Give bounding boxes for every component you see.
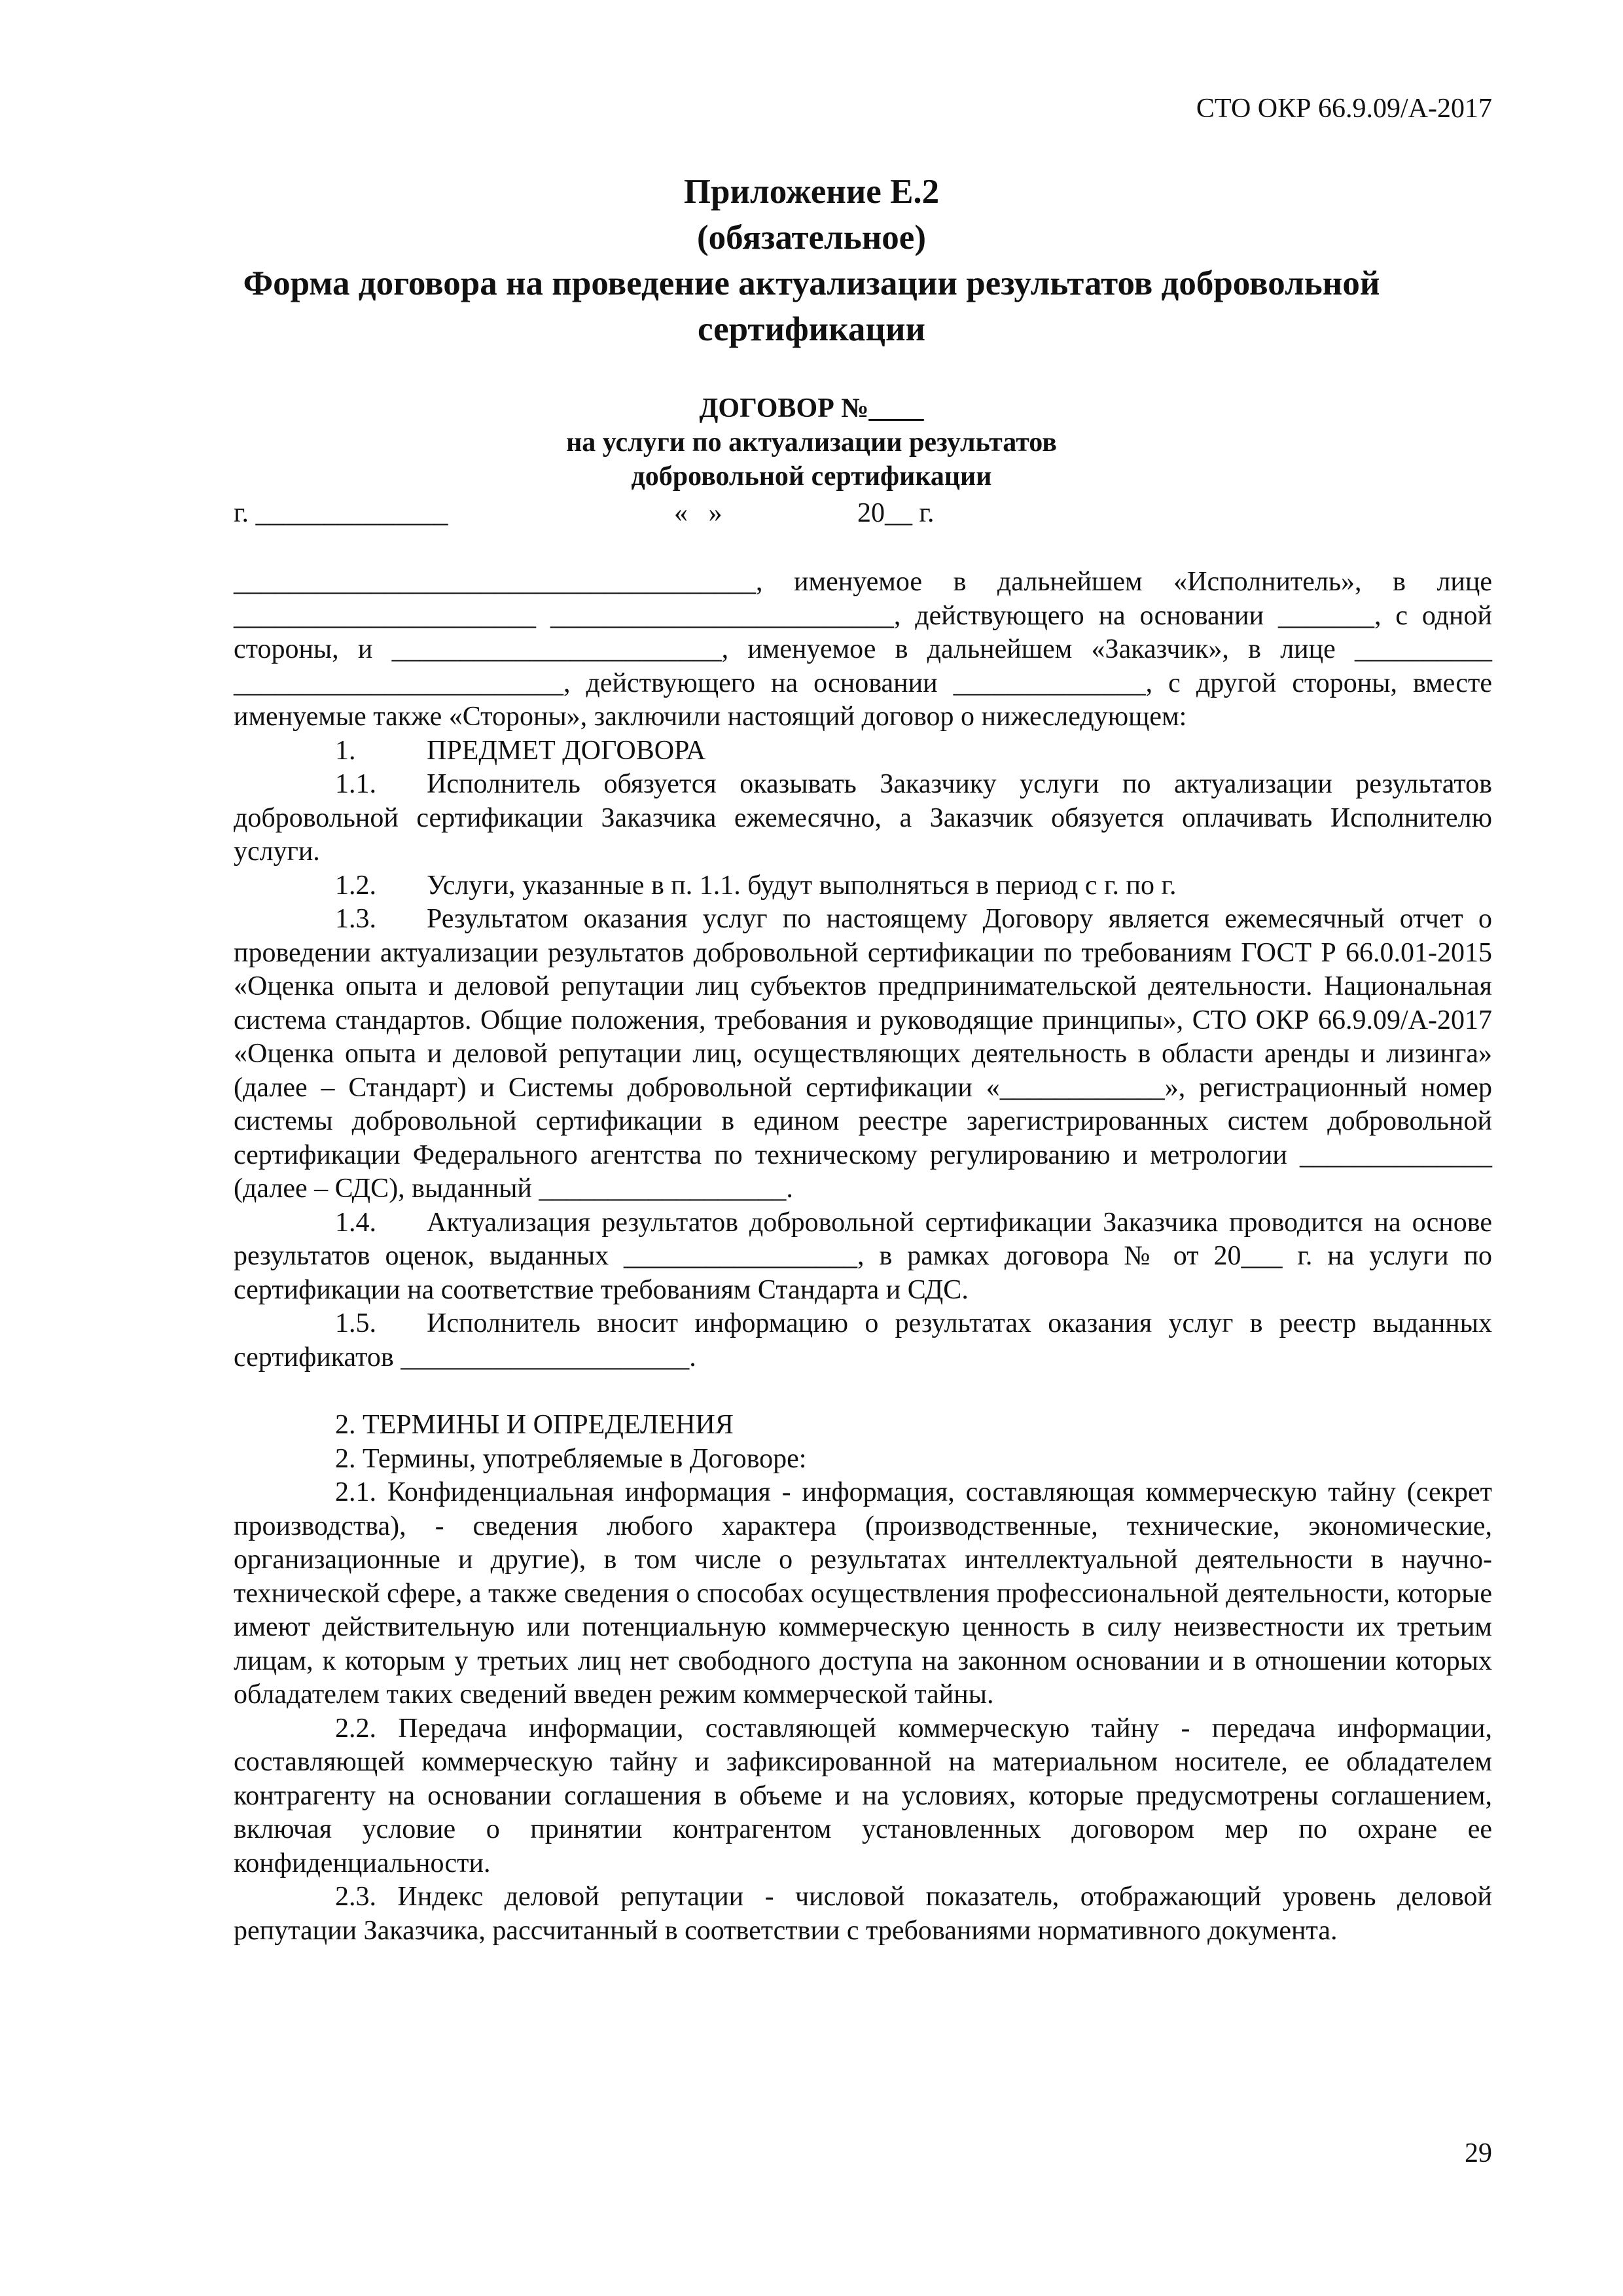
contract-date-year: 20__ г.: [857, 498, 935, 528]
spacer: [234, 1374, 1492, 1408]
page-number: 29: [1465, 2138, 1492, 2168]
appendix-title: Приложение Е.2: [683, 173, 940, 211]
form-title-cont: сертификации: [697, 310, 926, 348]
contract-number: ДОГОВОР №____: [699, 393, 924, 423]
contract-heading: [131, 391, 1492, 493]
clause-2-1: 2.1. Конфиденциальная информация - информация, составляющая коммерческую тайну (секрет производства), - сведения любого характера (производственные, технические, экономические, организационные и другие), в том числе о результатах интеллектуальной деятельности в научно-технической сфере, а также сведения о способах осуществления профессиональной деятельности, которые имеют действительную или потенциальную коммерческую ценность в силу неизвестности их третьим лицам, к которым у третьих лиц нет свободного доступа на законном основании и в отношении которых обладателем таких сведений введен режим коммерческой тайны.: [234, 1477, 1492, 1710]
section-2-heading: 2. ТЕРМИНЫ И ОПРЕДЕЛЕНИЯ: [335, 1410, 734, 1440]
clause-text: Результатом оказания услуг по настоящему Договору является ежемесячный отчет о проведении актуализации результатов добровольной сертификации по требованиям ГОСТ Р 66.0.01-2015 «Оценка опыта и деловой репутации лиц субъектов предпринимательской деятельности. Национальная система стандартов. Общие положения, требования и руководящие принципы», СТО ОКР 66.9.09/А-2017 «Оценка опыта и деловой репутации лиц, осуществляющих деятельность в области аренды и лизинга» (далее – Стандарт) и Системы добровольной сертификации «____________», регистрационный номер системы добровольной сертификации в едином реестре зарегистрированных систем добровольной сертификации Федерального агентства по техническому регулированию и метрологии ______________ (далее – СДС), выданный __________________.: [234, 904, 1492, 1204]
clause-number: 1.2.: [335, 870, 376, 901]
clause-2: 2. Термины, употребляемые в Договоре:: [335, 1443, 807, 1474]
contract-subtitle-1: на услуги по актуализации результатов: [566, 427, 1057, 457]
clause-1-4: [234, 1206, 1492, 1308]
contract-subtitle-2: добровольной сертификации: [631, 461, 992, 492]
form-title: Форма договора на проведение актуализации результатов добровольной: [243, 264, 1380, 302]
clause-text: Исполнитель обязуется оказывать Заказчику услуги по актуализации результатов добровольной сертификации Заказчика ежемесячно, а Заказчик обязуется оплачивать Исполнителю услуги.: [234, 769, 1492, 867]
clause-2-2: 2.2. Передача информации, составляющей коммерческую тайну - передача информации, составляющей коммерческую тайну и зафиксированной на материальном носителе, ее обладателем контрагенту на основании соглашения в объеме и на условиях, которые предусмотрены соглашением, включая условие о принятии контрагентом установленных договором мер по охране ее конфиденциальности.: [234, 1713, 1492, 1878]
clause-number: 1.5.: [335, 1308, 376, 1338]
contract-date-day: « »: [674, 498, 722, 528]
clause-1-5: [234, 1307, 1492, 1374]
appendix-status: (обязательное): [697, 219, 926, 257]
section-1-heading: [234, 734, 1492, 768]
clause-1-1: [234, 768, 1492, 869]
clause-1-2: [234, 869, 1492, 903]
contract-city: г. ______________: [234, 498, 448, 528]
document-code: СТО ОКР 66.9.09/А-2017: [1196, 94, 1492, 124]
clause-text: Актуализация результатов добровольной сертификации Заказчика проводится на основе результатов оценок, выданных _________________, в рамках договора № от 20___ г. на услуги по сертификации на соответствие требованиям Стандарта и СДС.: [234, 1207, 1492, 1305]
clause-1-3: [234, 903, 1492, 1206]
appendix-heading: [131, 169, 1492, 352]
section-title: ПРЕДМЕТ ДОГОВОРА: [427, 735, 706, 766]
clause-number: 1.4.: [335, 1207, 376, 1238]
parties-paragraph: ______________________________________, именуемое в дальнейшем «Исполнитель», в лице ______________________ _________________________, действующего на основании _______, с одной стороны, и ________________________, именуемое в дальнейшем «Заказчик», в лице __________ ________________________, действующего на основании ______________, с другой стороны, вместе именуемые также «Стороны», заключили настоящий договор о нижеследующем:: [234, 567, 1492, 732]
clause-2-3: 2.3. Индекс деловой репутации - числовой показатель, отображающий уровень деловой репутации Заказчика, рассчитанный в соответствии с требованиями нормативного документа.: [234, 1882, 1492, 1946]
clause-number: 1.1.: [335, 769, 376, 799]
clause-text: Услуги, указанные в п. 1.1. будут выполняться в период с г. по г.: [427, 870, 1177, 901]
clause-number: 1.3.: [335, 904, 376, 934]
section-number: 1.: [335, 735, 356, 766]
contract-body: [234, 565, 1492, 1948]
clause-text: Исполнитель вносит информацию о результатах оказания услуг в реестр выданных сертификатов _____________________.: [234, 1308, 1492, 1372]
